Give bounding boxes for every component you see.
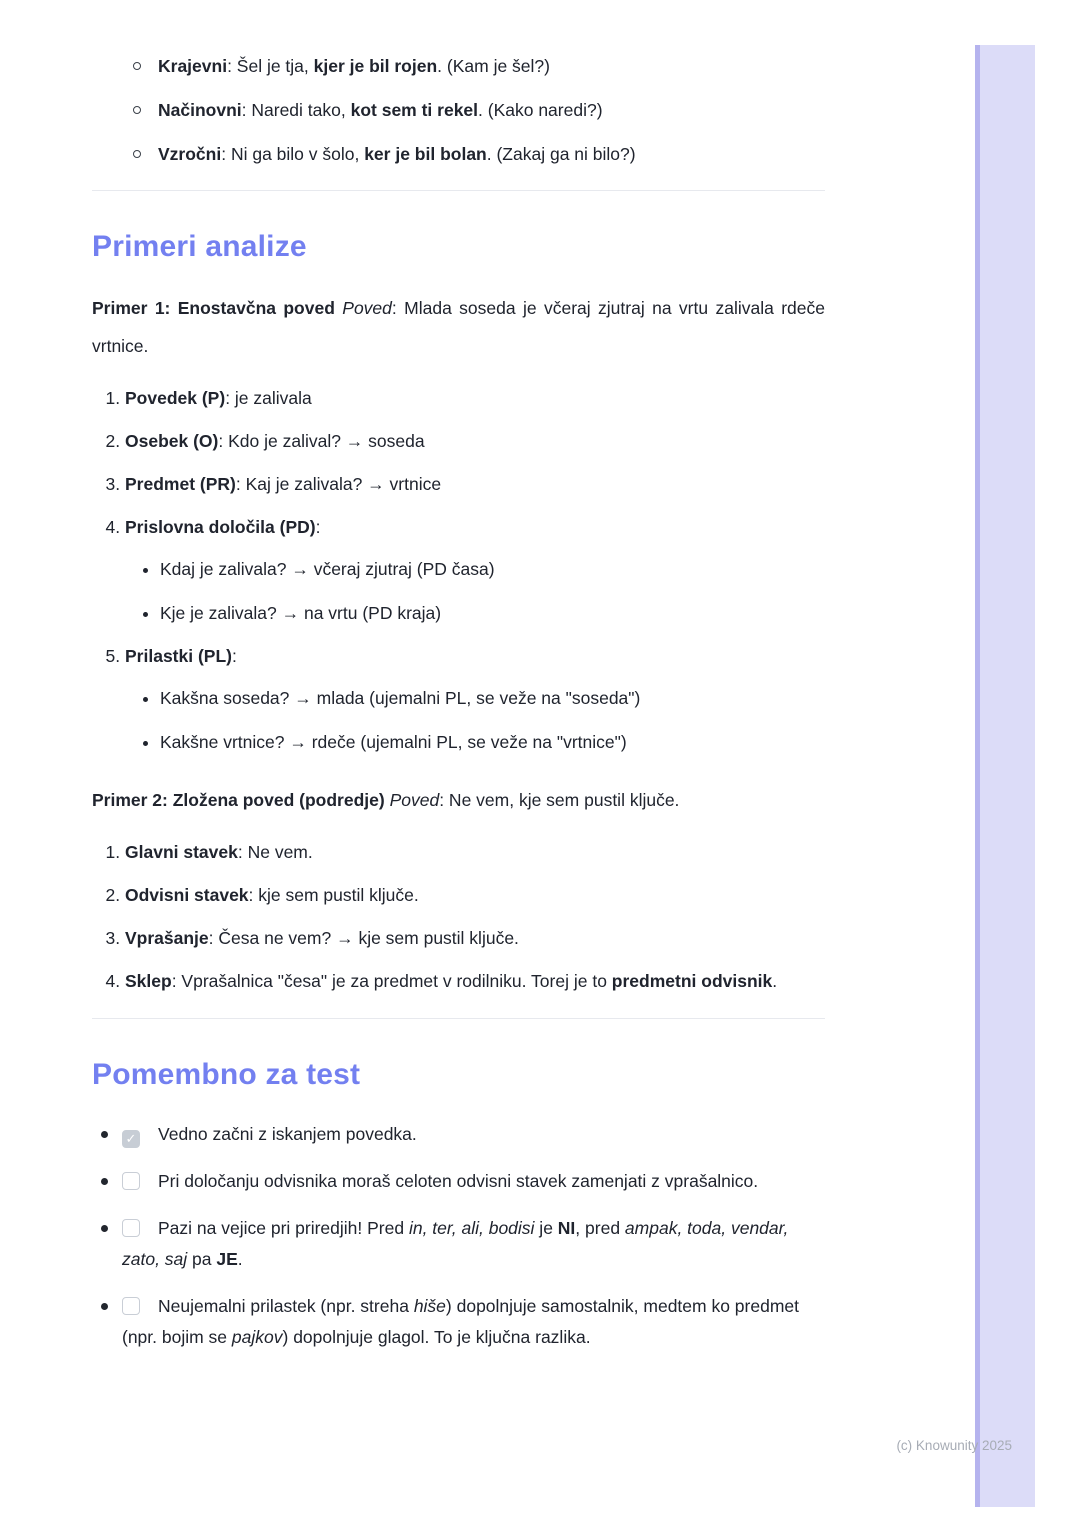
text-run: . (Kam je šel?)	[437, 56, 550, 76]
text-run: Prilastki (PL)	[125, 646, 232, 666]
text-run: : Česa ne vem? → kje sem pustil ključe.	[208, 928, 519, 948]
text-run: . (Zakaj ga ni bilo?)	[486, 144, 636, 164]
text-run: ker je bil bolan	[364, 144, 487, 164]
list-item	[125, 880, 825, 910]
text-run: Osebek (O)	[125, 431, 219, 451]
list-item	[160, 683, 825, 713]
text-run: kjer je bil rojen	[313, 56, 438, 76]
text-run: , pred	[575, 1218, 625, 1238]
dot-bullet-icon	[101, 1131, 108, 1138]
text-run: Načinovni	[158, 100, 242, 120]
text-run: Primer 1: Enostavčna poved	[92, 298, 335, 318]
text-run: : Ne vem, kje sem pustil ključe.	[439, 790, 680, 810]
text-run: hiše	[413, 1296, 446, 1316]
circle-bullet-icon	[133, 106, 141, 114]
list-item	[92, 52, 825, 80]
list-item	[125, 923, 825, 953]
text-run: Kakšne vrtnice? → rdeče (ujemalni PL, se veže na "vrtnice")	[160, 732, 627, 752]
analysis-list-primer-1	[92, 383, 825, 757]
checkbox[interactable]	[122, 1172, 140, 1190]
list-item-text	[125, 474, 441, 494]
list-item-text	[125, 517, 320, 537]
text-run: Povedek (P)	[125, 388, 226, 408]
sub-list	[125, 554, 825, 628]
text-run: Vedno začni z iskanjem povedka.	[158, 1124, 417, 1144]
list-item	[160, 727, 825, 757]
copyright-footer: (c) Knowunity 2025	[896, 1438, 1012, 1453]
list-item-text	[160, 732, 627, 752]
list-item	[160, 554, 825, 584]
list-item	[125, 837, 825, 867]
checklist-item-text	[122, 1296, 799, 1347]
text-run: Prislovna določila (PD)	[125, 517, 316, 537]
checklist-item	[92, 1291, 825, 1353]
text-run: kot sem ti rekel	[350, 100, 479, 120]
text-run: Sklep	[125, 971, 172, 991]
text-run: pa	[187, 1249, 217, 1269]
text-run: .	[237, 1249, 243, 1269]
text-run: Predmet (PR)	[125, 474, 236, 494]
text-run: Poved	[389, 790, 440, 810]
checklist-item	[92, 1166, 825, 1197]
checklist-item-text	[158, 1124, 417, 1144]
paragraph-primer-1	[92, 289, 825, 365]
text-run: Poved	[342, 298, 392, 318]
text-run: Primer 2: Zložena poved (podredje)	[92, 790, 385, 810]
checklist-item-body	[122, 1291, 825, 1353]
text-run: : je zalivala	[225, 388, 312, 408]
list-item-text	[125, 971, 777, 991]
text-run: Vzročni	[158, 144, 222, 164]
text-run: : Ne vem.	[237, 842, 313, 862]
checklist-item-body	[122, 1119, 825, 1150]
list-item-text	[125, 842, 313, 862]
checklist-item-text	[158, 1171, 758, 1191]
list-item	[125, 641, 825, 757]
checklist-item	[92, 1119, 825, 1150]
list-item-text	[158, 96, 603, 124]
text-run: : Naredi tako,	[241, 100, 351, 120]
list-item-text	[125, 431, 425, 451]
list-item	[92, 140, 825, 168]
text-run: je	[534, 1218, 558, 1238]
next-page-preview-strip[interactable]	[975, 45, 1035, 1507]
text-run: : kje sem pustil ključe.	[248, 885, 419, 905]
check-icon: ✓	[125, 1131, 137, 1146]
circle-bullet-icon	[133, 62, 141, 70]
text-run: : Šel je tja,	[227, 56, 314, 76]
text-run: Kje je zalivala? → na vrtu (PD kraja)	[160, 603, 442, 623]
text-run: : Vprašalnica "česa" je za predmet v rodilniku. Torej je to	[171, 971, 612, 991]
divider	[92, 1018, 825, 1019]
dot-bullet-icon	[101, 1303, 108, 1310]
paragraph-primer-2	[92, 781, 825, 819]
text-run: Krajevni	[158, 56, 228, 76]
text-run: Pri določanju odvisnika moraš celoten odvisni stavek zamenjati z vprašalnico.	[158, 1171, 759, 1191]
checkbox[interactable]	[122, 1297, 140, 1315]
text-run: Odvisni stavek	[125, 885, 249, 905]
section-heading-pomembno-za-test: Pomembno za test	[92, 1058, 361, 1091]
list-item-text	[158, 140, 636, 168]
text-run: Neujemalni prilastek (npr. streha	[158, 1296, 414, 1316]
test-checklist	[92, 1119, 825, 1353]
checkbox[interactable]	[122, 1130, 140, 1148]
circle-bullet-icon	[133, 150, 141, 158]
text-run: ) dopolnjuje samostalnik, medtem ko predmet (npr. bojim se	[122, 1296, 800, 1347]
text-run: JE	[216, 1249, 238, 1269]
text-run: ampak, toda, vendar, zato, saj	[122, 1218, 789, 1269]
section-heading-primeri-analize: Primeri analize	[92, 230, 307, 263]
text-run: : Mlada soseda je včeraj zjutraj na vrtu zalivala rdeče vrtnice.	[92, 298, 825, 356]
text-run: pajkov	[231, 1327, 283, 1347]
checkbox[interactable]	[122, 1219, 140, 1237]
divider	[92, 190, 825, 191]
text-run: NI	[557, 1218, 576, 1238]
list-item	[125, 966, 825, 996]
checklist-item-body	[122, 1213, 825, 1275]
analysis-list-primer-2	[92, 837, 825, 996]
adverbial-types-list	[92, 52, 825, 168]
list-item	[125, 469, 825, 499]
list-item-text	[125, 388, 312, 408]
text-run: :	[231, 646, 237, 666]
list-item-text	[125, 885, 419, 905]
list-item	[92, 96, 825, 124]
list-item-text	[160, 559, 495, 579]
text-run: .	[772, 971, 778, 991]
list-item	[125, 512, 825, 628]
text-run: ) dopolnjuje glagol. To je ključna razlika.	[282, 1327, 591, 1347]
checklist-item	[92, 1213, 825, 1275]
document-page	[92, 52, 825, 1369]
list-item-text	[125, 646, 237, 666]
text-run: in, ter, ali, bodisi	[408, 1218, 535, 1238]
text-run: Vprašanje	[125, 928, 209, 948]
text-run: :	[315, 517, 321, 537]
text-run: : Ni ga bilo v šolo,	[221, 144, 365, 164]
text-run: : Kaj je zalivala? → vrtnice	[235, 474, 442, 494]
text-run: predmetni odvisnik	[611, 971, 773, 991]
text-run: Kdaj je zalivala? → včeraj zjutraj (PD časa)	[160, 559, 495, 579]
list-item-text	[158, 52, 550, 80]
list-item	[125, 383, 825, 413]
text-run: Glavni stavek	[125, 842, 238, 862]
text-run: . (Kako naredi?)	[478, 100, 603, 120]
list-item	[125, 426, 825, 456]
list-item-text	[125, 928, 519, 948]
text-run: Pazi na vejice pri priredjih! Pred	[158, 1218, 409, 1238]
text-run: : Kdo je zalival? → soseda	[218, 431, 425, 451]
text-run: Kakšna soseda? → mlada (ujemalni PL, se veže na "soseda")	[160, 688, 641, 708]
checklist-item-body	[122, 1166, 825, 1197]
checklist-item-text	[122, 1218, 788, 1269]
list-item	[160, 598, 825, 628]
list-item-text	[160, 603, 441, 623]
dot-bullet-icon	[101, 1178, 108, 1185]
dot-bullet-icon	[101, 1225, 108, 1232]
list-item-text	[160, 688, 640, 708]
sub-list	[125, 683, 825, 757]
